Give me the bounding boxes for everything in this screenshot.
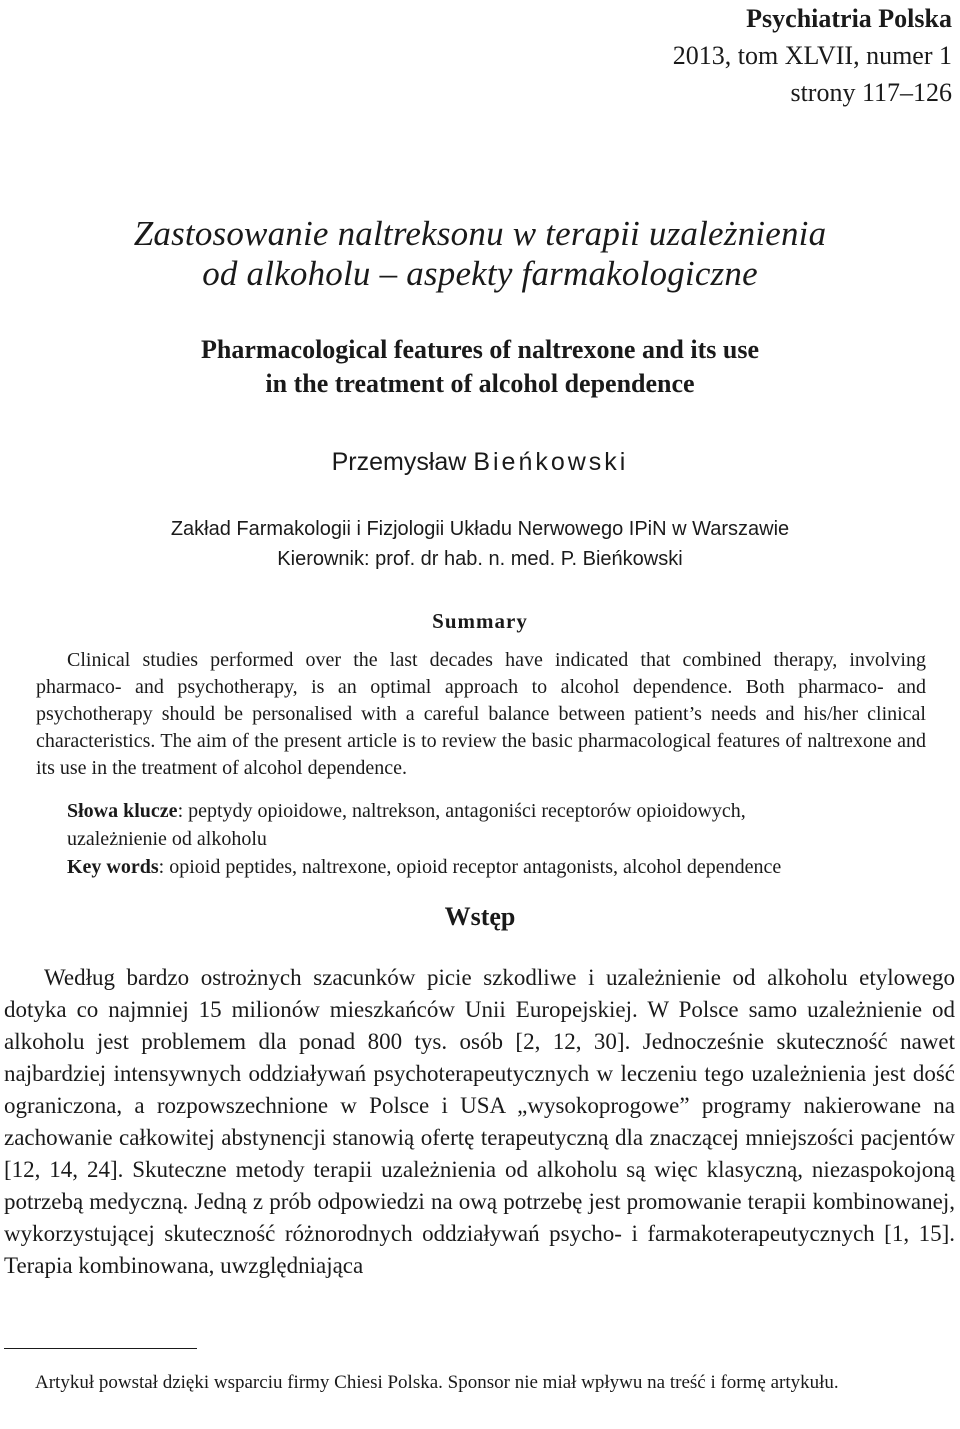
summary-text: Clinical studies performed over the last decades have indicated that combined therapy, involving pharmaco- and psychotherapy, is an optimal approach to alcohol dependence. Both pharmaco- and psychotherapy should be personalised with a careful balance between patient’s needs and his/her clinical characteristics. The aim of the present article is to review the basic pharmacological features of naltrexone and its use in the treatment of alcohol dependence. (36, 649, 926, 779)
journal-header (673, 0, 952, 111)
keywords-polish-line-1: : peptydy opioidowe, naltrekson, antagoniści receptorów opioidowych, (177, 800, 746, 822)
keywords-polish-continuation: uzależnienie od alkoholu (67, 828, 267, 850)
journal-name: Psychiatria Polska (746, 4, 952, 33)
affiliation (0, 514, 960, 574)
keywords-english (36, 853, 932, 881)
author-first-name: Przemysław (331, 448, 467, 476)
affiliation-line-2: Kierownik: prof. dr hab. n. med. P. Bieńkowski (277, 548, 683, 570)
article-title-english (0, 333, 960, 401)
author-surname: Bieńkowski (473, 448, 629, 476)
keywords-polish-label: Słowa klucze (67, 800, 178, 822)
keywords-block (36, 797, 932, 881)
keywords-english-text: : opioid peptides, naltrexone, opioid receptor antagonists, alcohol dependence (158, 856, 782, 878)
affiliation-line-1: Zakład Farmakologii i Fizjologii Układu Nerwowego IPiN w Warszawie (170, 518, 790, 540)
title-pl-line-1: Zastosowanie naltreksonu w terapii uzależnienia (133, 214, 827, 253)
section-heading: Wstęp (444, 902, 516, 931)
article-title-polish (0, 214, 960, 294)
section-body-text: Według bardzo ostrożnych szacunków picie szkodliwe i uzależnienie od alkoholu etylowego dotyka co najmniej 15 milionów mieszkańców Unii Europejskiej. W Polsce samo uzależnienie od alkoholu jest problemem dla ponad 800 tys. osób [2, 12, 30]. Jednocześnie skuteczność nawet najbardziej intensywnych oddziaływań psychoterapeutycznych w leczeniu tego uzależnienia jest dość ograniczona, a rozpowszechnione w Polsce i USA „wysokoprogowe” programy nakierowane na zachowanie całkowitej abstynencji stanowią ofertę terapeutyczną dla znaczącej mniejszości pacjentów [12, 14, 24]. Skuteczne metody terapii uzależnienia od alkoholu są więc klasyczną, niezaspokojoną potrzebą medyczną. Jedną z prób odpowiedzi na ową potrzebę jest promowanie terapii kombinowanej, wykorzystującej skuteczność różnorodnych oddziaływań psycho- i farmakoterapeutycznych [1, 15]. Terapia kombinowana, uwzględniająca (4, 965, 955, 1278)
title-en-line-2: in the treatment of alcohol dependence (265, 369, 695, 398)
keywords-english-label: Key words (67, 856, 159, 878)
footnote: Artykuł powstał dzięki wsparciu firmy Chiesi Polska. Sponsor nie miał wpływu na treść i formę artykułu. (35, 1372, 839, 1393)
journal-pages: strony 117–126 (790, 78, 952, 107)
footnote-divider (4, 1348, 197, 1349)
journal-issue: 2013, tom XLVII, numer 1 (672, 41, 952, 70)
title-en-line-1: Pharmacological features of naltrexone and its use (201, 335, 759, 364)
summary-heading: Summary (432, 609, 528, 633)
keywords-polish (36, 797, 932, 825)
title-pl-line-2: od alkoholu – aspekty farmakologiczne (202, 254, 758, 293)
author (0, 447, 960, 477)
